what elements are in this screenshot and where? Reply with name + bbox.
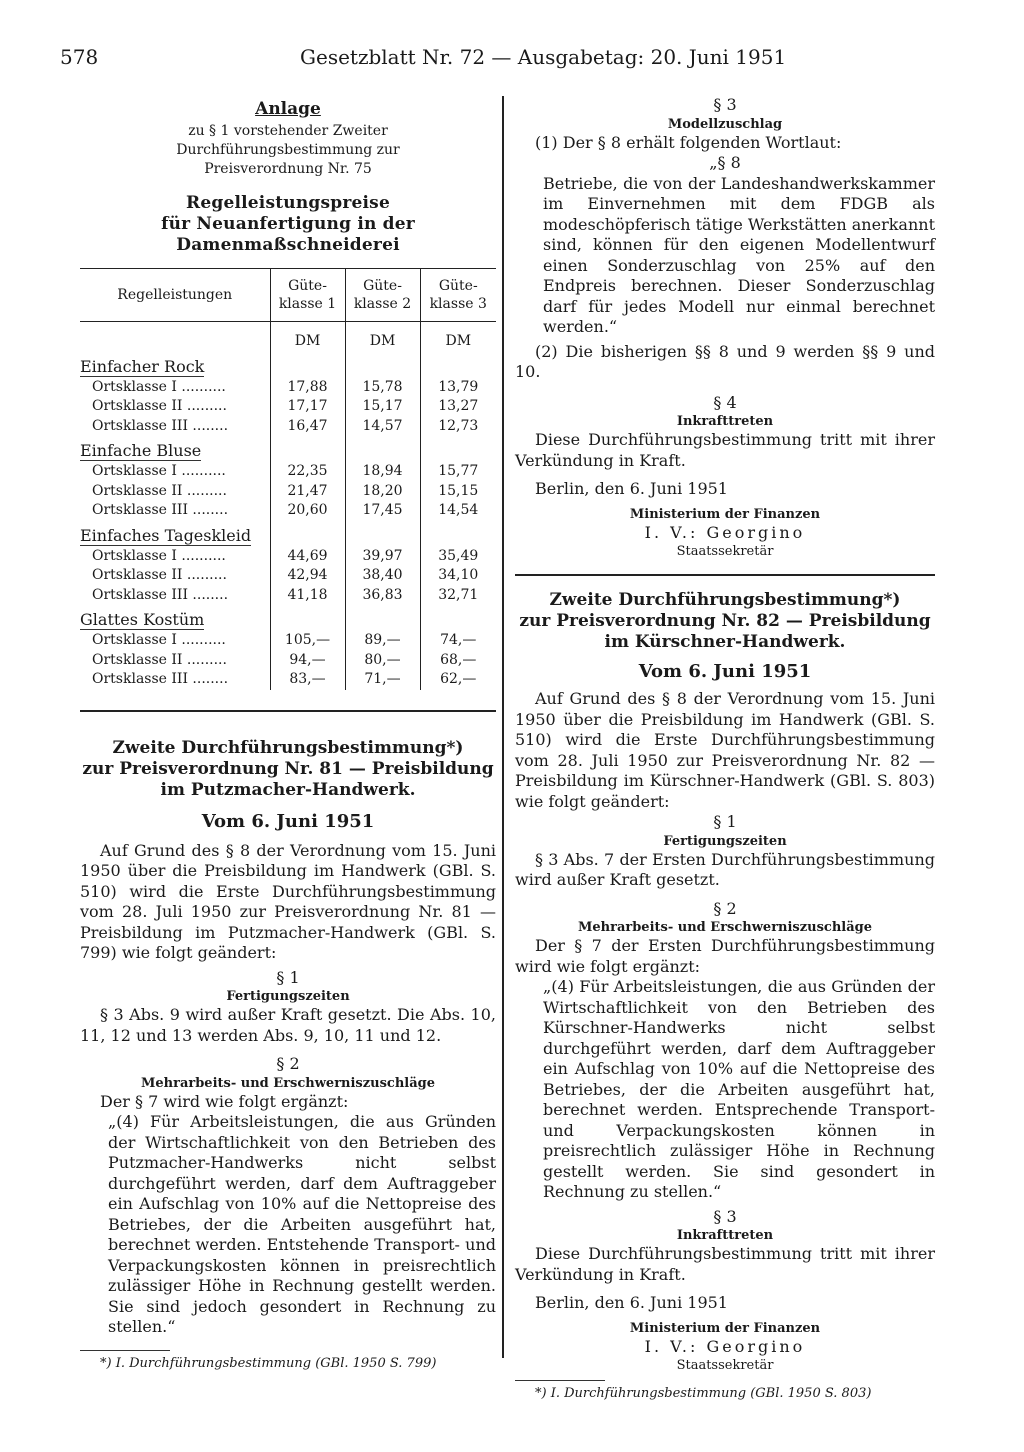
paragraph-text: Der § 7 der Ersten Durchführungsbestimmung wird wie folgt ergänzt: bbox=[515, 936, 935, 976]
price-cell: 15,77 bbox=[420, 462, 496, 482]
title-line: im Kürschner-Handwerk. bbox=[604, 632, 846, 652]
paragraph-title: Inkrafttreten bbox=[676, 414, 774, 429]
price-cell: 44,69 bbox=[270, 547, 345, 567]
table-row bbox=[80, 566, 496, 586]
price-cell: 35,49 bbox=[420, 547, 496, 567]
title-line: Zweite Durchführungsbestimmung*) bbox=[112, 737, 464, 758]
empty-cell bbox=[420, 436, 496, 462]
row-label: Ortsklasse III ........ bbox=[92, 586, 229, 603]
paragraph-title: Modellzuschlag bbox=[667, 116, 783, 132]
price-table-heading bbox=[80, 193, 496, 256]
decree-intro: Auf Grund des § 8 der Verordnung vom 15. Juni 1950 über die Preisbildung im Handwerk (GBl. S. 510) wird die Erste Durchführungsbestimmung vom 28. Juli 1950 zur Preisverordnung Nr. 82 — Preisbildung im Kürschner-Handwerk (GBl. S. 803) wie folgt geändert: bbox=[515, 689, 935, 811]
table-row bbox=[80, 462, 496, 482]
table-row bbox=[80, 586, 496, 606]
category-name: Einfacher Rock bbox=[80, 356, 205, 376]
empty-cell bbox=[270, 605, 345, 631]
section-rule bbox=[515, 574, 935, 576]
heading-line: Regelleistungspreise bbox=[186, 193, 390, 213]
decree-intro: Auf Grund des § 8 der Verordnung vom 15. Juni 1950 über die Preisbildung im Handwerk (GBl. S. 510) wird die Erste Durchführungsbestimmung vom 28. Juli 1950 zur Preisverordnung Nr. 81 — Preisbildung im Putzmacher-Handwerk (GBl. S. 799) wie folgt geändert: bbox=[80, 840, 496, 962]
paragraph-title: Mehrarbeits- und Erschwerniszuschläge bbox=[577, 920, 872, 935]
amendment-quote: Betriebe, die von der Landeshandwerkskammer im Einvernehmen mit dem FDGB als modeschöpferisch tätige Werkstätten anerkannt sind, können für den eigenen Modellentwurf einen Sonderzuschlag von 25% auf den Endpreis berechnen. Dieser Sonderzuschlag darf für jedes Modell nur einmal berechnet werden.“ bbox=[543, 173, 935, 336]
paragraph-number: § 1 bbox=[276, 967, 300, 987]
place-date: Berlin, den 6. Juni 1951 bbox=[535, 1293, 728, 1312]
column-header: Güte- klasse 3 bbox=[420, 269, 496, 322]
row-label: Ortsklasse I .......... bbox=[92, 632, 226, 648]
category-name: Glattes Kostüm bbox=[80, 610, 205, 629]
price-cell: 17,88 bbox=[270, 378, 345, 398]
price-cell: 15,15 bbox=[420, 482, 496, 502]
row-label: Ortsklasse I .......... bbox=[92, 378, 226, 395]
price-cell: 83,— bbox=[270, 670, 345, 690]
category-name: Einfache Bluse bbox=[80, 441, 202, 460]
left-column bbox=[80, 95, 496, 1372]
footnote-rule bbox=[80, 1350, 170, 1351]
row-label: Ortsklasse III ........ bbox=[92, 671, 229, 687]
price-cell: 74,— bbox=[420, 631, 496, 651]
price-cell: 94,— bbox=[270, 651, 345, 671]
title-line: zur Preisverordnung Nr. 81 — Preisbildung bbox=[82, 758, 494, 779]
anlage-title: Anlage bbox=[255, 99, 321, 119]
heading-line: für Neuanfertigung in der Damenmaßschneiderei bbox=[161, 214, 415, 255]
row-label: Ortsklasse II ......... bbox=[92, 567, 227, 583]
section-rule bbox=[80, 710, 496, 712]
price-table bbox=[80, 268, 496, 690]
table-row bbox=[80, 631, 496, 651]
footnote: *) I. Durchführungsbestimmung (GBl. 1950 S. 799) bbox=[100, 1355, 437, 1371]
paragraph-number: § 1 bbox=[713, 812, 737, 831]
paragraph-number: § 2 bbox=[276, 1054, 300, 1073]
running-title: Gesetzblatt Nr. 72 — Ausgabetag: 20. Juni 1951 bbox=[300, 45, 787, 69]
category-label bbox=[80, 352, 270, 378]
paragraph-text: (1) Der § 8 erhält folgenden Wortlaut: bbox=[535, 132, 842, 152]
price-cell: 15,78 bbox=[345, 378, 420, 398]
table-row bbox=[80, 501, 496, 521]
page-header bbox=[60, 40, 787, 74]
price-cell: 22,35 bbox=[270, 462, 345, 482]
row-label: Ortsklasse III ........ bbox=[92, 502, 229, 518]
table-row bbox=[80, 670, 496, 690]
price-cell: 62,— bbox=[420, 670, 496, 690]
price-cell: 42,94 bbox=[270, 566, 345, 586]
empty-cell bbox=[345, 436, 420, 462]
empty-cell bbox=[420, 352, 496, 378]
price-cell: 34,10 bbox=[420, 566, 496, 586]
footnote: *) I. Durchführungsbestimmung (GBl. 1950 S. 803) bbox=[535, 1386, 872, 1401]
price-cell: 20,60 bbox=[270, 501, 345, 521]
currency-row bbox=[80, 322, 496, 352]
anlage-sub-line: Preisverordnung Nr. 75 bbox=[204, 161, 372, 177]
price-cell: 80,— bbox=[345, 651, 420, 671]
empty-cell bbox=[270, 521, 345, 547]
paragraph-number: § 3 bbox=[713, 95, 737, 114]
category-name: Einfaches Tageskleid bbox=[80, 525, 252, 545]
paragraph-text: § 3 Abs. 7 der Ersten Durchführungsbestimmung wird außer Kraft gesetzt. bbox=[515, 849, 935, 889]
row-label: Ortsklasse II ......... bbox=[92, 482, 227, 499]
price-cell: 13,27 bbox=[420, 397, 496, 417]
page-number: 578 bbox=[60, 45, 99, 69]
row-label: Ortsklasse III ........ bbox=[92, 417, 229, 434]
anlage-sub-line: Durchführungsbestimmung zur bbox=[176, 142, 400, 158]
column-header: Güte- klasse 2 bbox=[345, 269, 420, 322]
title-line: Zweite Durchführungsbestimmung*) bbox=[549, 590, 901, 610]
row-label: Ortsklasse I .......... bbox=[92, 463, 226, 479]
price-cell: 17,45 bbox=[345, 501, 420, 521]
decree-date: Vom 6. Juni 1951 bbox=[201, 810, 375, 832]
price-cell: 105,— bbox=[270, 631, 345, 651]
paragraph-title: Mehrarbeits- und Erschwerniszuschläge bbox=[140, 1075, 435, 1091]
paragraph-text: § 3 Abs. 9 wird außer Kraft gesetzt. Die Abs. 10, 11, 12 und 13 werden Abs. 9, 10, 11 und 12. bbox=[80, 1005, 496, 1045]
signer-role: Staatssekretär bbox=[676, 544, 774, 559]
price-cell: 12,73 bbox=[420, 417, 496, 437]
empty-cell bbox=[345, 605, 420, 631]
category-row bbox=[80, 605, 496, 631]
signer-role: Staatssekretär bbox=[676, 1358, 774, 1373]
ministry: Ministerium der Finanzen bbox=[629, 1320, 821, 1336]
right-column bbox=[515, 95, 935, 1402]
price-cell: 39,97 bbox=[345, 547, 420, 567]
price-cell: 41,18 bbox=[270, 586, 345, 606]
table-row bbox=[80, 651, 496, 671]
currency-cell: DM bbox=[345, 322, 420, 352]
price-cell: 18,20 bbox=[345, 482, 420, 502]
price-cell: 68,— bbox=[420, 651, 496, 671]
paragraph-text: (2) Die bisherigen §§ 8 und 9 werden §§ 9 und 10. bbox=[515, 341, 935, 381]
paragraph-number: § 4 bbox=[713, 392, 737, 412]
paragraph-title: Inkrafttreten bbox=[676, 1228, 774, 1243]
price-cell: 15,17 bbox=[345, 397, 420, 417]
price-cell: 89,— bbox=[345, 631, 420, 651]
signer: I. V.: Georgino bbox=[644, 1336, 806, 1356]
category-label bbox=[80, 521, 270, 547]
empty-cell bbox=[420, 521, 496, 547]
price-cell: 16,47 bbox=[270, 417, 345, 437]
price-cell: 13,79 bbox=[420, 378, 496, 398]
amendment-quote: „(4) Für Arbeitsleistungen, die aus Gründen der Wirtschaftlichkeit von den Betrieben des Kürschner-Handwerks nicht selbst durchgeführt werden, darf dem Auftraggeber ein Aufschlag von 10% auf die Nettopreise des Betriebes, der die Arbeiten ausgeführt hat, berechnet werden. Entsprechende Transport- und Verpackungskosten können in preisrechtlich zulässiger Höhe in Rechnung gestellt werden. Sie sind gesondert in Rechnung zu stellen.“ bbox=[543, 977, 935, 1201]
ministry: Ministerium der Finanzen bbox=[629, 506, 821, 522]
title-line: zur Preisverordnung Nr. 82 — Preisbildung bbox=[519, 611, 931, 631]
decree-date: Vom 6. Juni 1951 bbox=[638, 661, 812, 682]
price-cell: 14,54 bbox=[420, 501, 496, 521]
empty-cell bbox=[345, 352, 420, 378]
paragraph-title: Fertigungszeiten bbox=[226, 989, 350, 1004]
table-row bbox=[80, 378, 496, 398]
decree-title-82 bbox=[515, 590, 935, 653]
signer: I. V.: Georgino bbox=[644, 522, 806, 542]
paragraph-title: Fertigungszeiten bbox=[663, 833, 787, 849]
price-cell: 14,57 bbox=[345, 417, 420, 437]
price-cell: 21,47 bbox=[270, 482, 345, 502]
category-row bbox=[80, 352, 496, 378]
row-label: Ortsklasse II ......... bbox=[92, 398, 227, 414]
empty-cell bbox=[80, 322, 270, 352]
table-row bbox=[80, 547, 496, 567]
amendment-quote: „(4) Für Arbeitsleistungen, die aus Gründen der Wirtschaftlichkeit von den Betrieben des Putzmacher-Handwerks nicht selbst durchgeführt werden, darf dem Auftraggeber ein Aufschlag von 10% auf die Nettopreise des Betriebes, der die Arbeiten ausgeführt hat, berechnet werden. Entstehende Transport- und Verpackungskosten können in preisrechtlich zulässiger Höhe in Rechnung gestellt werden. Sie sind jedoch gesondert in Rechnung zu stellen.“ bbox=[108, 1112, 496, 1336]
price-cell: 36,83 bbox=[345, 586, 420, 606]
place-date: Berlin, den 6. Juni 1951 bbox=[535, 479, 728, 498]
row-label: Ortsklasse II ......... bbox=[92, 651, 227, 668]
column-header: Regelleistungen bbox=[117, 287, 233, 303]
currency-cell: DM bbox=[420, 322, 496, 352]
column-header: Güte- klasse 1 bbox=[270, 269, 345, 322]
table-row bbox=[80, 417, 496, 437]
title-line: im Putzmacher-Handwerk. bbox=[160, 779, 416, 800]
column-divider bbox=[502, 96, 504, 1358]
price-cell: 71,— bbox=[345, 670, 420, 690]
paragraph-text: Der § 7 wird wie folgt ergänzt: bbox=[100, 1091, 349, 1111]
price-cell: 32,71 bbox=[420, 586, 496, 606]
empty-cell bbox=[270, 352, 345, 378]
empty-cell bbox=[270, 436, 345, 462]
row-label: Ortsklasse I .......... bbox=[92, 547, 226, 564]
quote-heading: „§ 8 bbox=[709, 153, 741, 172]
table-row bbox=[80, 397, 496, 417]
price-table-body bbox=[80, 322, 496, 690]
category-label bbox=[80, 436, 270, 462]
footnote-rule bbox=[515, 1380, 605, 1381]
paragraph-text: Diese Durchführungsbestimmung tritt mit ihrer Verkündung in Kraft. bbox=[515, 1244, 935, 1284]
category-row bbox=[80, 521, 496, 547]
category-row bbox=[80, 436, 496, 462]
price-cell: 18,94 bbox=[345, 462, 420, 482]
table-header-row bbox=[80, 269, 496, 322]
anlage-subtitle bbox=[80, 122, 496, 179]
paragraph-text: Diese Durchführungsbestimmung tritt mit ihrer Verkündung in Kraft. bbox=[515, 430, 935, 470]
paragraph-number: § 3 bbox=[713, 1206, 737, 1226]
price-cell: 17,17 bbox=[270, 397, 345, 417]
table-row bbox=[80, 482, 496, 502]
paragraph-number: § 2 bbox=[713, 898, 737, 918]
decree-title-81 bbox=[80, 738, 496, 801]
empty-cell bbox=[420, 605, 496, 631]
empty-cell bbox=[345, 521, 420, 547]
price-cell: 38,40 bbox=[345, 566, 420, 586]
anlage-sub-line: zu § 1 vorstehender Zweiter bbox=[188, 123, 388, 139]
currency-cell: DM bbox=[270, 322, 345, 352]
category-label bbox=[80, 605, 270, 631]
